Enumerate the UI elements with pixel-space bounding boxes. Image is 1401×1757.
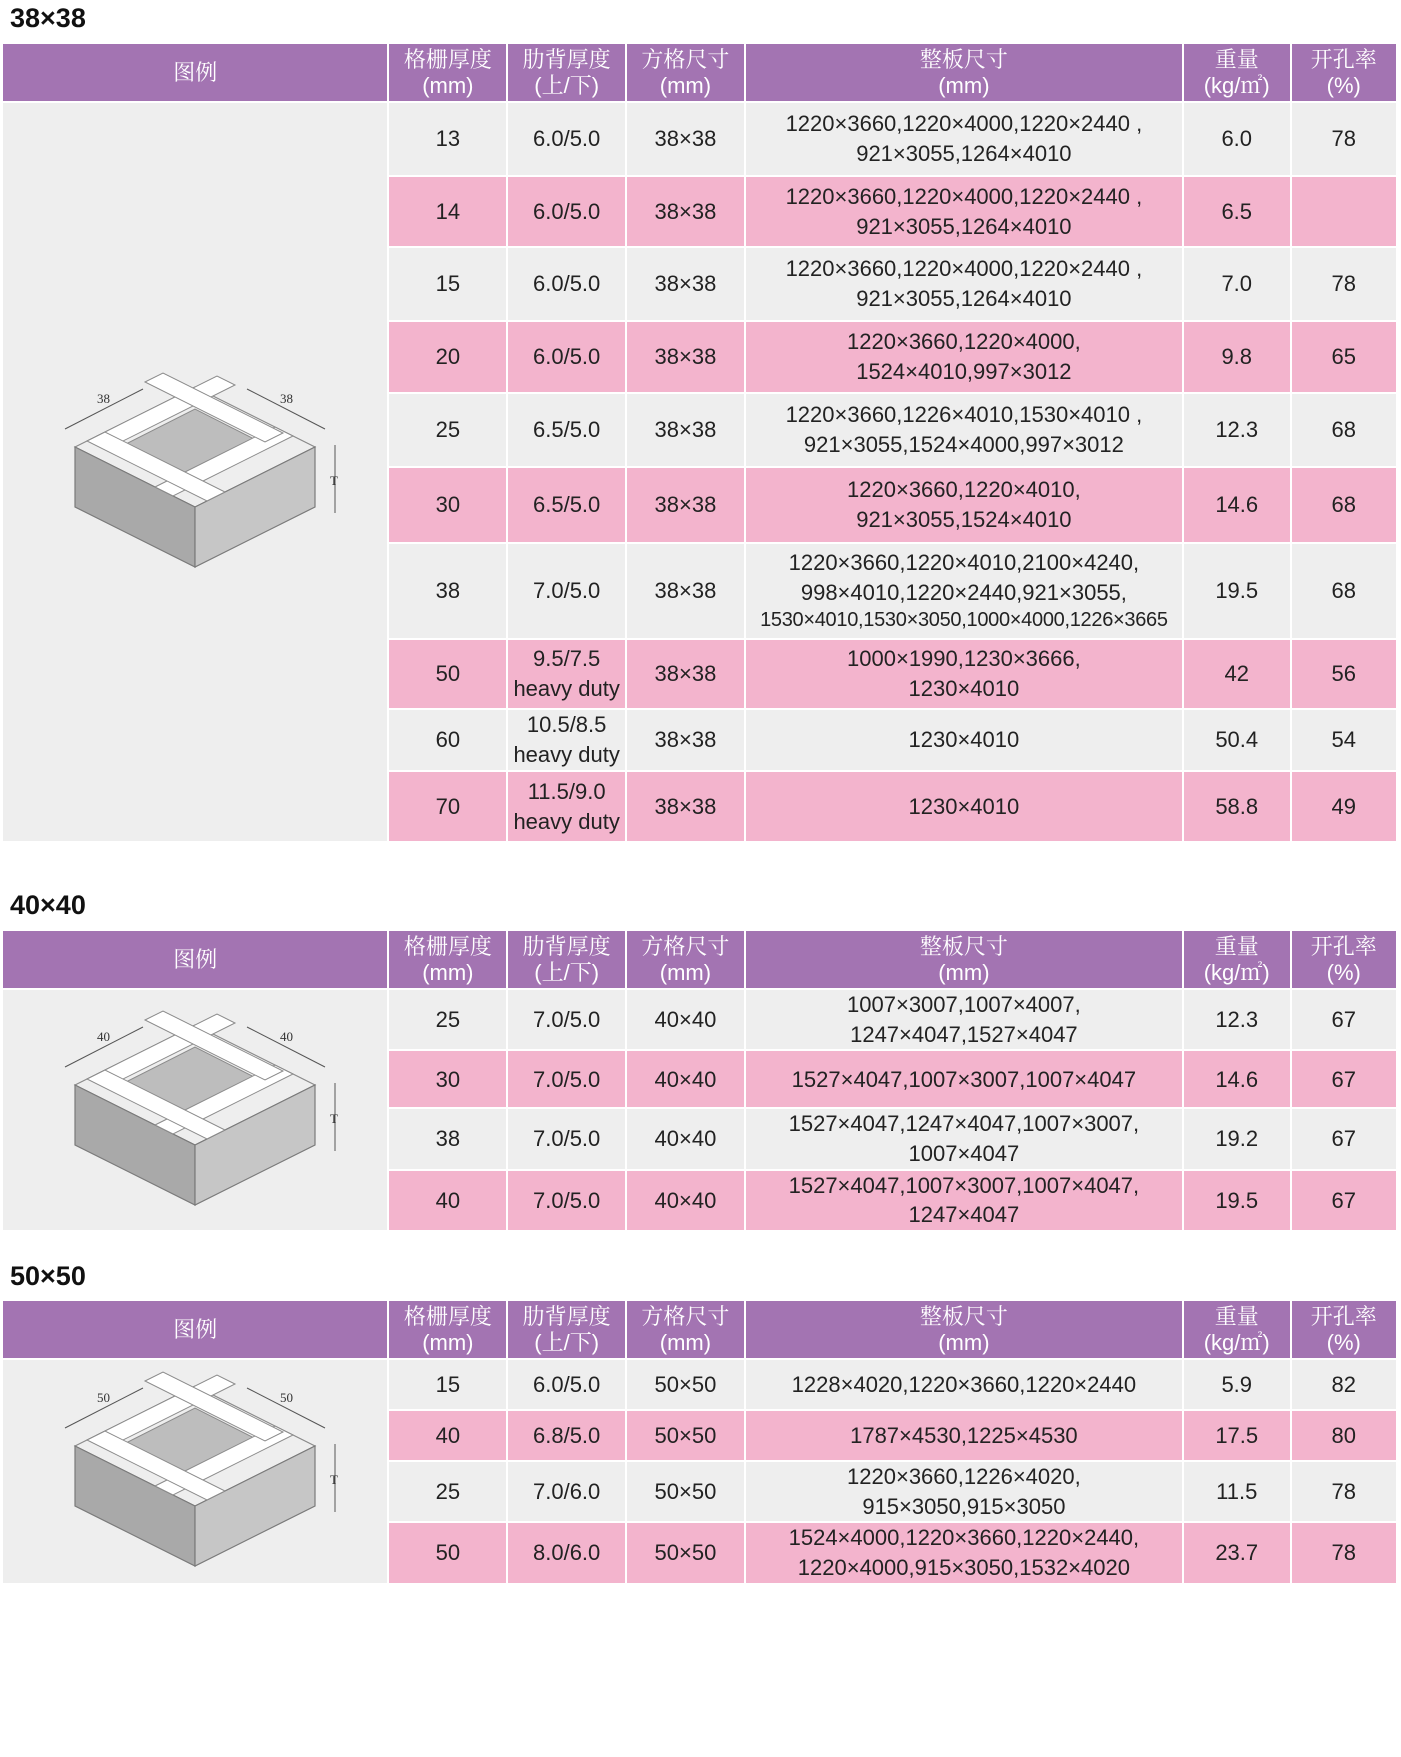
cell-weight: 23.7	[1183, 1522, 1291, 1582]
dimension-label-thickness: T	[330, 473, 339, 488]
cell-open-rate: 68	[1291, 467, 1397, 543]
table-row	[3, 1359, 1397, 1410]
cell-mesh: 40×40	[626, 1050, 745, 1108]
panel-size-text: 1228×4020,1220×3660,1220×2440	[791, 1371, 1137, 1397]
rib-text: 6.8/5.0	[533, 1422, 601, 1448]
cell-mesh: 38×38	[626, 393, 745, 467]
header-text: 方格尺寸	[641, 934, 730, 960]
header-text: (mm)	[659, 72, 712, 98]
header-text: (%)	[1326, 959, 1361, 985]
panel-size-text: 1524×4000,1220×3660,1220×2440,	[788, 1525, 1140, 1551]
rib-text: 6.5/5.0	[533, 417, 601, 443]
cell-weight: 42	[1183, 639, 1291, 709]
rib-text: 11.5/9.0	[527, 778, 606, 804]
cell-panel-size	[745, 102, 1183, 176]
cell-mesh: 38×38	[626, 102, 745, 176]
dimension-label-left: 40	[97, 1029, 111, 1045]
cell-open-rate: 49	[1291, 771, 1397, 841]
cell-panel-size	[745, 1050, 1183, 1108]
cell-panel-size	[745, 1461, 1183, 1522]
dimension-label-thickness: T	[330, 1111, 339, 1127]
header-legend: 图例	[3, 1301, 388, 1359]
header-open	[1291, 931, 1397, 989]
panel-size-text: 1220×3660,1220×4000,	[847, 329, 1081, 355]
cell-mesh: 50×50	[626, 1410, 745, 1461]
panel-size-text: 1527×4047,1007×3007,1007×4047,	[788, 1172, 1140, 1198]
cell-mesh: 50×50	[626, 1522, 745, 1582]
header-text: 格栅厚度	[403, 1304, 492, 1330]
cell-open-rate: 82	[1291, 1359, 1397, 1410]
spec-table	[3, 44, 1398, 841]
cell-thickness: 38	[388, 1108, 507, 1169]
cell-weight: 19.5	[1183, 543, 1291, 639]
cell-weight: 50.4	[1183, 709, 1291, 771]
panel-size-text: 1000×1990,1230×3666,	[847, 646, 1081, 672]
cell-panel-size	[745, 639, 1183, 709]
panel-size-text: 921×3055,1264×4010	[856, 213, 1072, 239]
panel-size-text: 1787×4530,1225×4530	[850, 1422, 1078, 1448]
panel-size-text: 1527×4047,1247×4047,1007×3007,	[788, 1111, 1140, 1137]
dimension-label-left: 38	[97, 391, 111, 406]
header-text: (上/下)	[534, 959, 600, 985]
section-title: 40×40	[10, 890, 86, 920]
header-text: 格栅厚度	[403, 47, 492, 73]
panel-size-text: 1220×4000,915×3050,1532×4020	[797, 1555, 1130, 1581]
rib-text: 7.0/5.0	[533, 1006, 601, 1032]
header-open	[1291, 1301, 1397, 1359]
rib-text: 10.5/8.5	[526, 712, 607, 738]
header-text: (kg/㎡)	[1203, 1329, 1270, 1355]
header-text: (mm)	[938, 72, 990, 98]
rib-text: 6.0/5.0	[533, 198, 601, 224]
cell-panel-size	[745, 247, 1183, 321]
header-text: 肋背厚度	[522, 47, 611, 73]
cell-rib	[507, 393, 626, 467]
panel-size-text: 1530×4010,1530×3050,1000×4000,1226×3665	[760, 609, 1168, 632]
spec-table	[3, 931, 1398, 1230]
cell-weight: 9.8	[1183, 321, 1291, 393]
legend-figure-cell	[3, 989, 388, 1230]
cell-rib	[507, 321, 626, 393]
header-thickness	[388, 1301, 507, 1359]
cell-panel-size	[745, 709, 1183, 771]
dimension-label-right: 50	[280, 1390, 294, 1406]
cell-mesh: 50×50	[626, 1359, 745, 1410]
header-text: 重量	[1214, 1304, 1259, 1330]
cell-mesh: 38×38	[626, 247, 745, 321]
header-panel	[745, 931, 1183, 989]
header-text: (mm)	[938, 1329, 990, 1355]
rib-text: 6.0/5.0	[533, 126, 601, 152]
rib-text: 7.0/6.0	[533, 1478, 601, 1504]
cell-thickness: 25	[388, 989, 507, 1050]
header-text: 开孔率	[1310, 934, 1377, 960]
panel-size-text: 1220×3660,1220×4000,1220×2440 ,	[785, 111, 1143, 137]
cell-weight: 12.3	[1183, 989, 1291, 1050]
dimension-label-right: 38	[280, 391, 294, 406]
cell-mesh: 50×50	[626, 1461, 745, 1522]
rib-text: heavy duty	[513, 676, 620, 701]
cell-open-rate: 68	[1291, 393, 1397, 467]
rib-text: heavy duty	[513, 742, 620, 767]
header-text: (mm)	[422, 72, 474, 98]
cell-weight: 14.6	[1183, 467, 1291, 543]
cell-open-rate: 78	[1291, 102, 1397, 176]
section-title: 38×38	[10, 3, 86, 33]
cell-thickness: 40	[388, 1170, 507, 1230]
cell-open-rate: 78	[1291, 1522, 1397, 1582]
header-text: (kg/㎡)	[1203, 72, 1270, 98]
rib-text: 6.5/5.0	[533, 492, 601, 518]
cell-mesh: 38×38	[626, 639, 745, 709]
cell-thickness: 38	[388, 543, 507, 639]
cell-weight: 11.5	[1183, 1461, 1291, 1522]
panel-size-text: 1007×3007,1007×4007,	[847, 992, 1081, 1017]
cell-mesh: 38×38	[626, 771, 745, 841]
cell-mesh: 38×38	[626, 543, 745, 639]
cell-rib	[507, 543, 626, 639]
table-row	[3, 989, 1397, 1050]
cell-open-rate: 56	[1291, 639, 1397, 709]
cell-mesh: 38×38	[626, 176, 745, 247]
rib-text: 6.0/5.0	[533, 1371, 601, 1397]
cell-open-rate: 78	[1291, 247, 1397, 321]
header-text: (%)	[1326, 72, 1361, 98]
cell-open-rate: 54	[1291, 709, 1397, 771]
header-rib	[507, 1301, 626, 1359]
header-rib	[507, 44, 626, 102]
cell-weight: 19.2	[1183, 1108, 1291, 1169]
header-text: 格栅厚度	[403, 934, 492, 960]
panel-size-text: 1220×3660,1220×4000,1220×2440 ,	[785, 183, 1143, 209]
header-thickness	[388, 44, 507, 102]
header-text: 重量	[1214, 47, 1259, 73]
cell-weight: 17.5	[1183, 1410, 1291, 1461]
cell-open-rate: 67	[1291, 1050, 1397, 1108]
cell-mesh: 40×40	[626, 1170, 745, 1230]
panel-size-text: 1220×3660,1220×4010,2100×4240,	[788, 549, 1140, 575]
cell-weight: 7.0	[1183, 247, 1291, 321]
header-text: 重量	[1214, 934, 1259, 960]
cell-panel-size	[745, 771, 1183, 841]
header-text: 肋背厚度	[522, 1304, 611, 1330]
rib-text: heavy duty	[513, 808, 620, 834]
grating-diagram	[45, 367, 345, 577]
cell-rib	[507, 467, 626, 543]
spec-table	[3, 1301, 1398, 1583]
section-title: 50×50	[10, 1261, 86, 1291]
panel-size-text: 1527×4047,1007×3007,1007×4047	[791, 1066, 1137, 1092]
cell-open-rate: 80	[1291, 1410, 1397, 1461]
header-text: 开孔率	[1310, 1304, 1377, 1330]
header-text: (%)	[1326, 1329, 1361, 1355]
header-text: (mm)	[422, 1329, 474, 1355]
cell-panel-size	[745, 393, 1183, 467]
rib-text: 6.0/5.0	[533, 271, 601, 297]
cell-rib	[507, 1050, 626, 1108]
panel-size-text: 998×4010,1220×2440,921×3055,	[800, 579, 1127, 605]
cell-panel-size	[745, 1522, 1183, 1582]
header-mesh	[626, 1301, 745, 1359]
dimension-label-right: 40	[280, 1029, 294, 1045]
header-text: (mm)	[938, 959, 990, 985]
panel-size-text: 921×3055,1264×4010	[856, 286, 1072, 311]
legend-figure-cell	[3, 1359, 388, 1583]
cell-weight: 6.0	[1183, 102, 1291, 176]
panel-size-text: 1220×3660,1220×4010,	[847, 477, 1081, 503]
header-text: 整板尺寸	[919, 47, 1008, 73]
header-text: 肋背厚度	[522, 934, 611, 960]
rib-text: 9.5/7.5	[533, 646, 601, 672]
cell-panel-size	[745, 1170, 1183, 1230]
header-text: 整板尺寸	[919, 934, 1008, 960]
rib-text: 7.0/5.0	[533, 578, 601, 604]
table-header-row	[3, 44, 1397, 102]
header-text: (mm)	[422, 959, 474, 985]
header-legend: 图例	[3, 44, 388, 102]
header-panel	[745, 44, 1183, 102]
rib-text: 8.0/6.0	[533, 1540, 601, 1566]
cell-rib	[507, 1410, 626, 1461]
header-open	[1291, 44, 1397, 102]
grating-diagram	[45, 1005, 345, 1215]
rib-text: 7.0/5.0	[533, 1126, 601, 1152]
cell-panel-size	[745, 176, 1183, 247]
header-legend: 图例	[3, 931, 388, 989]
panel-size-text: 1230×4010	[908, 793, 1020, 819]
cell-rib	[507, 1108, 626, 1169]
cell-thickness: 14	[388, 176, 507, 247]
rib-text: 6.0/5.0	[533, 344, 601, 370]
panel-size-text: 1230×4010	[908, 727, 1020, 753]
header-rib	[507, 931, 626, 989]
cell-thickness: 25	[388, 393, 507, 467]
cell-thickness: 60	[388, 709, 507, 771]
cell-thickness: 40	[388, 1410, 507, 1461]
cell-weight: 6.5	[1183, 176, 1291, 247]
panel-size-text: 1247×4047,1527×4047	[850, 1021, 1078, 1047]
cell-thickness: 20	[388, 321, 507, 393]
cell-weight: 12.3	[1183, 393, 1291, 467]
cell-panel-size	[745, 1108, 1183, 1169]
cell-thickness: 50	[388, 639, 507, 709]
rib-text: 7.0/5.0	[533, 1066, 601, 1092]
header-mesh	[626, 931, 745, 989]
legend-figure-cell	[3, 102, 388, 841]
panel-size-text: 1220×3660,1220×4000,1220×2440 ,	[785, 256, 1143, 282]
header-panel	[745, 1301, 1183, 1359]
cell-weight: 58.8	[1183, 771, 1291, 841]
cell-open-rate: 67	[1291, 989, 1397, 1050]
cell-rib	[507, 1461, 626, 1522]
table-header-row	[3, 1301, 1397, 1359]
cell-mesh: 40×40	[626, 989, 745, 1050]
panel-size-text: 1524×4010,997×3012	[856, 359, 1072, 384]
cell-open-rate: 68	[1291, 543, 1397, 639]
cell-mesh: 40×40	[626, 1108, 745, 1169]
panel-size-text: 915×3050,915×3050	[862, 1493, 1066, 1519]
header-text: 方格尺寸	[641, 47, 730, 73]
panel-size-text: 921×3055,1524×4000,997×3012	[803, 432, 1124, 457]
panel-size-text: 921×3055,1524×4010	[856, 507, 1072, 532]
cell-thickness: 30	[388, 467, 507, 543]
header-text: 方格尺寸	[641, 1304, 730, 1330]
cell-mesh: 38×38	[626, 467, 745, 543]
panel-size-text: 1220×3660,1226×4020,	[847, 1464, 1081, 1489]
cell-open-rate: 67	[1291, 1170, 1397, 1230]
cell-rib	[507, 1522, 626, 1582]
cell-rib	[507, 709, 626, 771]
cell-panel-size	[745, 543, 1183, 639]
header-weight	[1183, 1301, 1291, 1359]
header-thickness	[388, 931, 507, 989]
cell-weight: 5.9	[1183, 1359, 1291, 1410]
panel-size-text: 1247×4047	[908, 1202, 1020, 1228]
cell-thickness: 15	[388, 1359, 507, 1410]
header-text: 整板尺寸	[919, 1304, 1008, 1330]
cell-panel-size	[745, 989, 1183, 1050]
table-row	[3, 102, 1397, 176]
header-text: (上/下)	[534, 72, 600, 98]
grating-diagram	[45, 1366, 345, 1576]
cell-rib	[507, 1170, 626, 1230]
header-text: (mm)	[659, 959, 712, 985]
header-mesh	[626, 44, 745, 102]
cell-rib	[507, 247, 626, 321]
rib-text: 7.0/5.0	[533, 1187, 601, 1213]
cell-open-rate: 65	[1291, 321, 1397, 393]
header-text: 开孔率	[1310, 47, 1377, 73]
cell-thickness: 15	[388, 247, 507, 321]
header-text: (kg/㎡)	[1203, 959, 1270, 985]
panel-size-text: 1230×4010	[908, 676, 1020, 701]
cell-rib	[507, 989, 626, 1050]
header-text: (mm)	[659, 1329, 712, 1355]
cell-open-rate	[1291, 176, 1397, 247]
cell-rib	[507, 771, 626, 841]
cell-open-rate: 78	[1291, 1461, 1397, 1522]
cell-thickness: 30	[388, 1050, 507, 1108]
cell-thickness: 50	[388, 1522, 507, 1582]
cell-thickness: 25	[388, 1461, 507, 1522]
cell-rib	[507, 639, 626, 709]
cell-panel-size	[745, 1410, 1183, 1461]
header-weight	[1183, 44, 1291, 102]
cell-mesh: 38×38	[626, 321, 745, 393]
cell-weight: 19.5	[1183, 1170, 1291, 1230]
cell-panel-size	[745, 1359, 1183, 1410]
cell-rib	[507, 1359, 626, 1410]
panel-size-text: 921×3055,1264×4010	[856, 141, 1072, 166]
cell-panel-size	[745, 467, 1183, 543]
table-header-row	[3, 931, 1397, 989]
cell-rib	[507, 102, 626, 176]
cell-panel-size	[745, 321, 1183, 393]
cell-weight: 14.6	[1183, 1050, 1291, 1108]
cell-thickness: 13	[388, 102, 507, 176]
cell-mesh: 38×38	[626, 709, 745, 771]
header-weight	[1183, 931, 1291, 989]
panel-size-text: 1220×3660,1226×4010,1530×4010 ,	[785, 402, 1143, 428]
cell-open-rate: 67	[1291, 1108, 1397, 1169]
dimension-label-thickness: T	[330, 1472, 339, 1488]
header-text: (上/下)	[534, 1329, 600, 1355]
cell-rib	[507, 176, 626, 247]
dimension-label-left: 50	[97, 1390, 111, 1406]
panel-size-text: 1007×4047	[908, 1141, 1020, 1167]
cell-thickness: 70	[388, 771, 507, 841]
